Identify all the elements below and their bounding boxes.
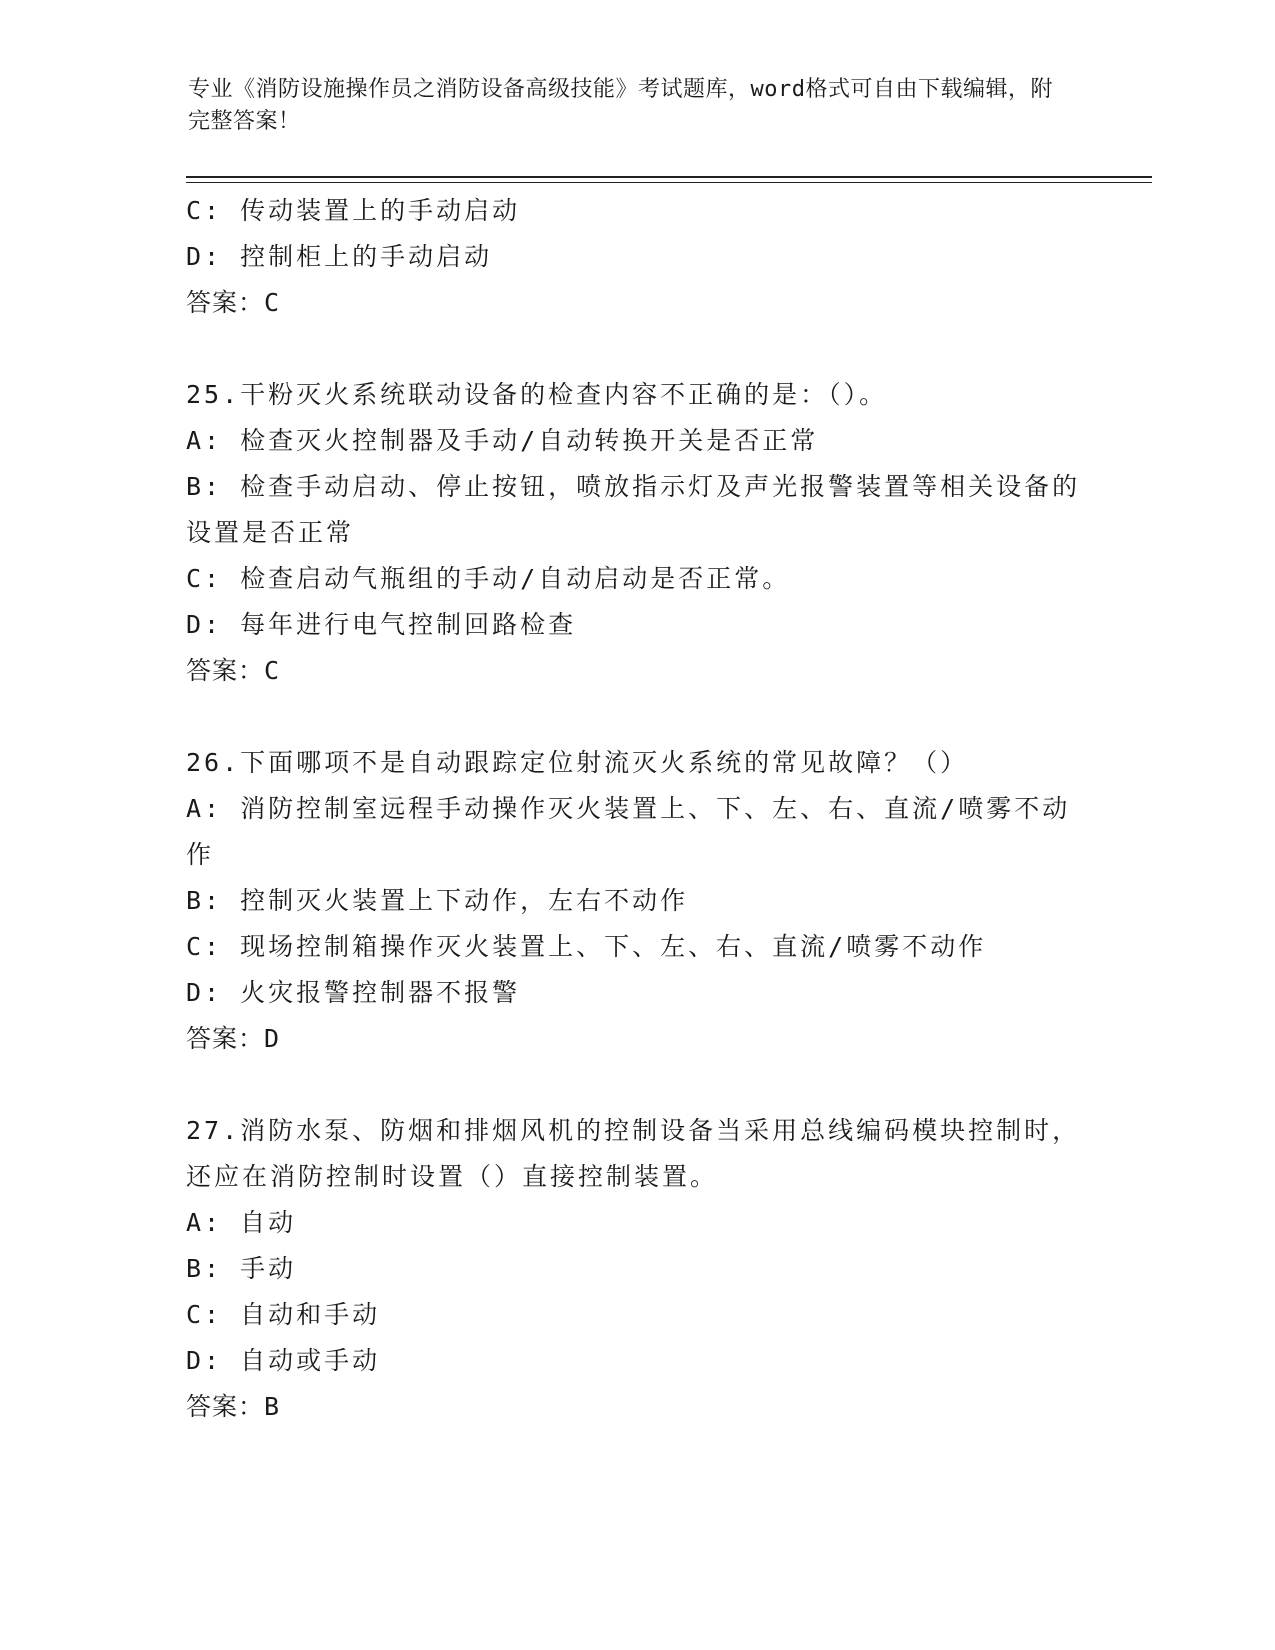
answer-value: C bbox=[264, 288, 281, 317]
spacer bbox=[186, 694, 1086, 740]
answer-label: 答案： bbox=[186, 1392, 265, 1421]
spacer bbox=[186, 326, 1086, 372]
spacer bbox=[186, 1062, 1086, 1108]
answer-value: D bbox=[264, 1024, 281, 1053]
answer-line bbox=[186, 1016, 1086, 1062]
question-stem: 27.消防水泵、防烟和排烟风机的控制设备当采用总线编码模块控制时，还应在消防控制时设置（）直接控制装置。 bbox=[186, 1116, 1081, 1191]
option-b: C: 传动装置上的手动启动 bbox=[186, 196, 521, 225]
option-b: B: 手动 bbox=[186, 1254, 297, 1283]
question-24-tail bbox=[186, 188, 1086, 326]
question-25 bbox=[186, 372, 1086, 694]
answer-value: C bbox=[264, 656, 281, 685]
option-a: A: 消防控制室远程手动操作灭火装置上、下、左、右、直流/喷雾不动作 bbox=[186, 794, 1071, 869]
option-d: D: 自动或手动 bbox=[186, 1346, 381, 1375]
option-a: A: 自动 bbox=[186, 1208, 297, 1237]
document-header bbox=[188, 74, 1068, 138]
answer-line bbox=[186, 648, 1086, 694]
option-c: C: 检查启动气瓶组的手动/自动启动是否正常。 bbox=[186, 564, 791, 593]
option-d: D: 每年进行电气控制回路检查 bbox=[186, 610, 577, 639]
question-26 bbox=[186, 740, 1086, 1062]
question-27 bbox=[186, 1108, 1086, 1430]
question-stem: 26.下面哪项不是自动跟踪定位射流灭火系统的常见故障？（） bbox=[186, 748, 969, 777]
option-c: D: 控制柜上的手动启动 bbox=[186, 242, 493, 271]
option-c: C: 现场控制箱操作灭火装置上、下、左、右、直流/喷雾不动作 bbox=[186, 932, 987, 961]
answer-label: 答案： bbox=[186, 656, 265, 685]
option-b: B: 控制灭火装置上下动作，左右不动作 bbox=[186, 886, 689, 915]
question-list bbox=[186, 188, 1086, 1430]
header-divider bbox=[186, 176, 1152, 183]
option-b: B: 检查手动启动、停止按钮，喷放指示灯及声光报警装置等相关设备的设置是否正常 bbox=[186, 472, 1081, 547]
answer-label: 答案： bbox=[186, 1024, 265, 1053]
option-d: D: 火灾报警控制器不报警 bbox=[186, 978, 521, 1007]
answer-label: 答案： bbox=[186, 288, 265, 317]
option-c: C: 自动和手动 bbox=[186, 1300, 381, 1329]
answer-value: B bbox=[264, 1392, 281, 1421]
answer-line bbox=[186, 1384, 1086, 1430]
question-stem: 25.干粉灭火系统联动设备的检查内容不正确的是：（）。 bbox=[186, 380, 888, 409]
header-text: 专业《消防设施操作员之消防设备高级技能》考试题库，word格式可自由下载编辑，附完整答案！ bbox=[188, 77, 1053, 134]
answer-line bbox=[186, 280, 1086, 326]
option-a: A: 检查灭火控制器及手动/自动转换开关是否正常 bbox=[186, 426, 819, 455]
